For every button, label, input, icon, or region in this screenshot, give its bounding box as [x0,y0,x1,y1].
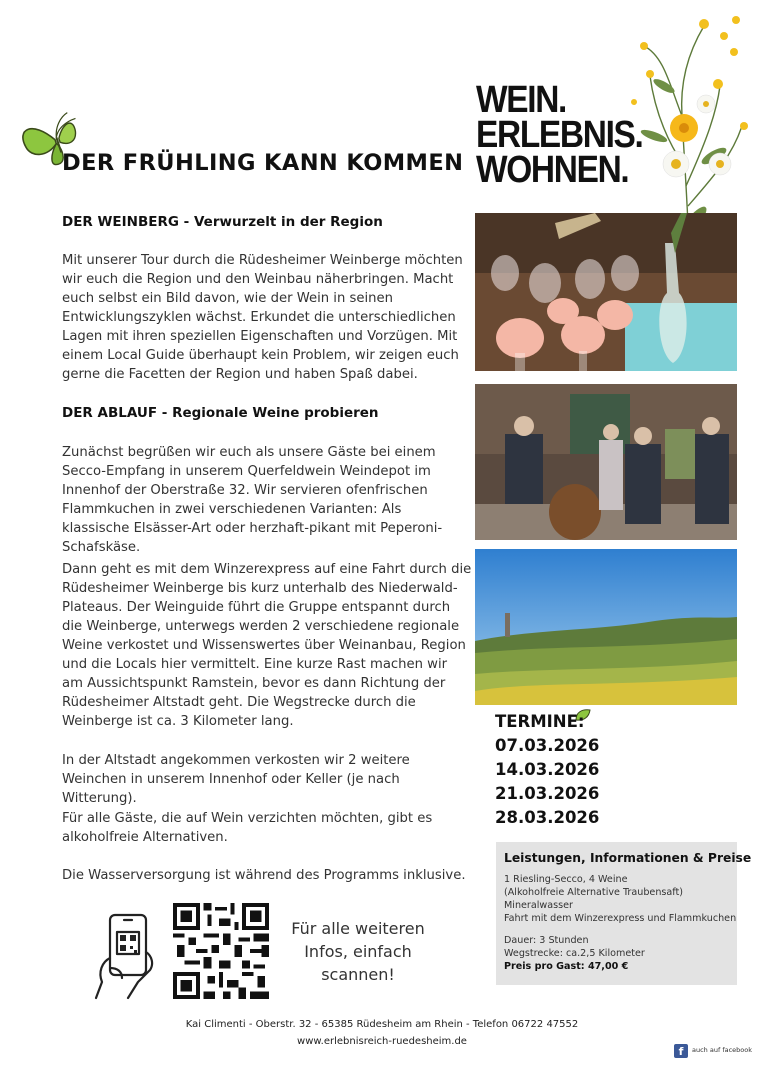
scan-text-line: Infos, einfach [304,942,412,961]
footer-address: Kai Climenti - Oberstr. 32 - 65385 Rüdesheim am Rhein - Telefon 06722 47552 [185,1019,579,1030]
footer-website-link[interactable]: www.erlebnisreich-ruedesheim.de [297,1036,467,1047]
info-line: Fahrt mit dem Winzerexpress und Flammkuchen [504,913,737,924]
paragraph-ablauf-1: Zunächst begrüßen wir euch als unsere Gäste bei einem Secco-Empfang in unserem Querfeldwein Weindepot im Innenhof der Oberstraße 32. Wir servieren ofenfrischen Flammkuchen in zwei verschiedenen Varianten: Als klassische Elsässer-Art oder herzhaft-pikant mit Peperoni-Schafskäse. [62,445,443,555]
info-price: Preis pro Gast: 47,00 € [504,961,629,972]
paragraph-ablauf-2: Dann geht es mit dem Winzerexpress auf eine Fahrt durch die Rüdesheimer Weinberge bis kurz unterhalb des Niederwald-Plateaus. Der Weinguide führt die Gruppe entspannt durch die Weinberge, unterwegs werden 2 verschiedene regionale Weine verkostet und Wissenswertes über Weinanbau, Region und die Locals hier vermittelt. Eine kurze Rast machen wir am Aussichtspunkt Ramstein, bevor es dann Richtung der Rüdesheimer Altstadt geht. Die Wegstrecke durch die Weinberge ist ca. 3 Kilometer lang. [62,562,472,729]
photo-wine-glasses [475,213,737,371]
termine-date: 21.03.2026 [495,784,600,803]
info-line: Dauer: 3 Stunden [504,935,589,946]
photo-vineyard-landscape [475,549,737,705]
facebook-icon[interactable]: f [674,1044,688,1058]
termine-date: 28.03.2026 [495,808,600,827]
info-box [496,842,752,985]
termine-list [495,712,645,832]
section-heading-ablauf: DER ABLAUF - Regionale Weine probieren [62,405,379,421]
info-line: Wegstrecke: ca.2,5 Kilometer [504,948,645,959]
info-line: Mineralwasser [504,900,573,911]
phone-qr-icon [92,912,158,1000]
paragraph-weinberg: Mit unserer Tour durch die Rüdesheimer Weinberge möchten wir euch die Region und den Weinbau näherbringen. Macht euch selbst ein Bild davon, wie der Wein in seinen Entwicklungszyklen wächst. Erkundet die unterschiedlichen Lagen mit ihren speziellen Eigenschaften und Vorzügen. Mit einem Local Guide überhaupt kein Problem, wir zeigen euch gerne die Facetten der Region und haben Spaß dabei. [62,253,463,382]
paragraph-ablauf-5: Die Wasserversorgung ist während des Programms inklusive. [62,868,466,883]
scan-instructions [288,917,428,986]
termine-date: 07.03.2026 [495,736,600,755]
facebook-label[interactable]: auch auf facebook [692,1046,753,1054]
brand-line-wein: WEIN. [476,79,567,121]
photo-wine-tasting-group [475,384,737,540]
brand-line-wohnen: WOHNEN. [476,149,629,191]
qr-code[interactable] [173,903,269,999]
info-line: (Alkoholfreie Alternative Traubensaft) [504,887,684,898]
info-line: 1 Riesling-Secco, 4 Weine [504,874,628,885]
info-title: Leistungen, Informationen & Preise [504,851,752,865]
page-title: DER FRÜHLING KANN KOMMEN [62,150,464,176]
section-heading-weinberg: DER WEINBERG - Verwurzelt in der Region [62,214,383,230]
paragraph-ablauf-4: Für alle Gäste, die auf Wein verzichten möchten, gibt es alkoholfreie Alternativen. [62,811,433,845]
paragraph-ablauf-3: In der Altstadt angekommen verkosten wir 2 weitere Weinchen in unserem Innenhof oder Keller (je nach Witterung). [62,753,410,806]
termine-date: 14.03.2026 [495,760,600,779]
scan-text-line: Für alle weiteren [291,919,425,938]
scan-text-line: scannen! [321,965,395,984]
termine-title: TERMINE: [495,712,585,731]
brand-line-erlebnis: ERLEBNIS. [476,114,643,156]
